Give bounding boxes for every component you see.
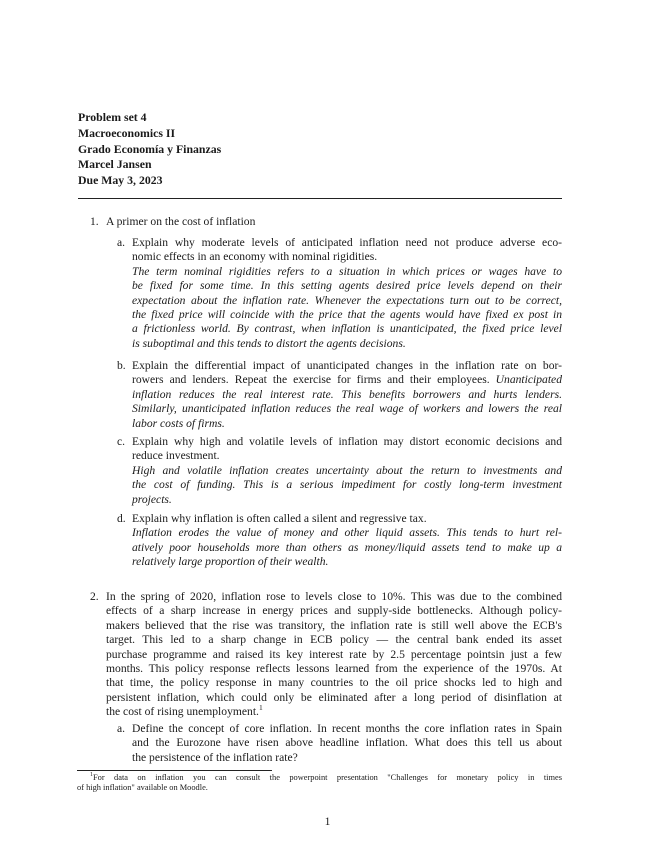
question-1-part-a [132, 236, 562, 351]
footnote-divider [77, 770, 272, 771]
question-text: Explain why high and volatile levels of inflation may distort economic decisions and [132, 435, 562, 448]
question-text: and the Eurozone have risen above headline inflation. What does this tell us about [132, 736, 562, 750]
page-number: 1 [324, 815, 331, 828]
text-line [132, 402, 562, 416]
answer-text: High and volatile inflation creates uncertainty about the return to investments and [132, 463, 562, 477]
text-line [106, 604, 562, 618]
answer-text: expectation about the inflation rate. Whenever the expectations turn out to be correct, [132, 293, 562, 307]
answer-text: Inflation erodes the value of money and other liquid assets. This tends to hurt rel- [132, 526, 562, 540]
question-text: purchase programme and raised its key interest rate by 2.5 percentage pointsin just a few [106, 647, 562, 661]
question-2-part-a [132, 722, 562, 765]
footnote [77, 773, 562, 792]
text-line [132, 541, 562, 555]
text-line [132, 373, 562, 387]
answer-text: atively poor households more than others as money/liquid assets tend to make up a [132, 540, 562, 554]
text-line [132, 250, 562, 264]
question-text: Explain why moderate levels of anticipated inflation need not produce adverse eco- [132, 236, 562, 249]
text-line [132, 555, 562, 569]
text-line [106, 633, 562, 647]
question-text: reduce investment. [132, 449, 220, 463]
text-line [132, 449, 562, 463]
text-line [132, 308, 562, 322]
question-1-part-d [132, 512, 562, 570]
answer-text: The term nominal rigidities refers to a situation in which prices or wages have to [132, 264, 562, 278]
part-letter: d. [117, 512, 126, 525]
text-line [132, 279, 562, 293]
question-1-part-b [132, 359, 562, 431]
question-text: target. This led to a sharp change in ECB policy — the central bank ended its asset [106, 633, 562, 647]
text-line [132, 417, 562, 431]
text-line [132, 359, 562, 373]
part-letter: b. [117, 359, 126, 372]
text-line [106, 691, 562, 705]
text-line [132, 337, 562, 351]
answer-text: projects. [132, 492, 172, 506]
question-text: rowers and lenders. Repeat the exercise for firms and their employees. [132, 373, 496, 387]
text-line [106, 676, 562, 690]
question-2 [106, 590, 562, 720]
question-text: months. This policy response reflects lessons learned from the experience of the 1970s. At [106, 661, 562, 675]
question-text: A primer on the cost of inflation [106, 215, 256, 228]
text-line [132, 722, 562, 736]
text-line [132, 493, 562, 507]
header-divider [78, 198, 562, 199]
footnote-text-2: of high inflation" available on Moodle. [77, 782, 208, 792]
question-1-part-c [132, 435, 562, 507]
part-letter: c. [117, 435, 126, 448]
answer-text: Similarly, unanticipated inflation reduces the real wage of workers and lowers the real [132, 402, 562, 416]
answer-text: labor costs of firms. [132, 416, 225, 430]
header-author: Marcel Jansen [78, 157, 152, 172]
question-text: Explain why inflation is often called a silent and regressive tax. [132, 512, 427, 525]
header-course: Macroeconomics II [78, 125, 176, 140]
answer-text: relatively large proportion of their wealth. [132, 555, 329, 569]
footnote-mark: 1 [90, 772, 93, 779]
header-title: Problem set 4 [78, 110, 147, 124]
text-line [132, 478, 562, 492]
answer-text: Unanticipated [495, 373, 562, 387]
question-text: persistent inflation, which could only be eliminated after a long period of disinflation at [106, 690, 562, 704]
answer-text: the cost of funding. This is a serious impediment for costly long-term investment [132, 478, 562, 492]
text-line [106, 215, 562, 229]
part-letter: a. [117, 236, 126, 249]
answer-text: be fixed for some time. In this setting agents desired price levels depend on their [132, 279, 562, 293]
text-line [132, 736, 562, 750]
text-line [132, 265, 562, 279]
question-text: In the spring of 2020, inflation rose to levels close to 10%. This was due to the combined [106, 590, 562, 603]
text-line [106, 590, 562, 604]
text-line [106, 662, 562, 676]
footnote-text-1: For data on inflation you can consult the powerpoint presentation "Challenges for monetary policy in times [93, 773, 562, 782]
question-text: the cost of rising unemployment. [106, 705, 259, 719]
question-number: 2. [90, 590, 99, 603]
document-header [78, 110, 221, 189]
text-line [106, 705, 562, 719]
header-program: Grado Economía y Finanzas [78, 141, 222, 156]
text-line [132, 464, 562, 478]
answer-text: the fixed price will coincide with the price that the agents would have fixed ex post in [132, 307, 562, 321]
question-text: that time, the policy response in many countries to the oil price shocks led to high and [106, 676, 562, 690]
text-line [106, 619, 562, 633]
question-text: nomic effects in an economy with nominal rigidities. [132, 250, 378, 264]
question-1 [106, 215, 562, 229]
question-text: effects of a sharp increase in energy prices and supply-side bottlenecks. Although policy- [106, 604, 562, 618]
text-line [132, 526, 562, 540]
text-line [132, 435, 562, 449]
footnote-reference: 1 [258, 703, 263, 713]
text-line [132, 322, 562, 336]
question-text: Define the concept of core inflation. In recent months the core inflation rates in Spain [132, 722, 562, 735]
question-number: 1. [90, 215, 99, 228]
part-letter: a. [117, 722, 126, 735]
question-text: the persistence of the inflation rate? [132, 750, 298, 764]
header-due-date: Due May 3, 2023 [78, 173, 163, 188]
text-line [106, 648, 562, 662]
text-line [132, 294, 562, 308]
text-line [132, 751, 562, 765]
text-line [132, 512, 562, 526]
text-line [132, 236, 562, 250]
answer-text: a frictionless world. By contrast, when inflation is unanticipated, the fixed price level [132, 322, 562, 336]
question-text: makers believed that the rise was transitory, the inflation rate is still well above the ECB's [106, 618, 562, 632]
answer-text: inflation reduces the real interest rate. This benefits borrowers and hurts lenders. [132, 387, 562, 401]
text-line [132, 388, 562, 402]
answer-text: is suboptimal and this tends to distort the agents decisions. [132, 336, 406, 350]
question-text: Explain the differential impact of unanticipated changes in the inflation rate on bor- [132, 359, 562, 372]
